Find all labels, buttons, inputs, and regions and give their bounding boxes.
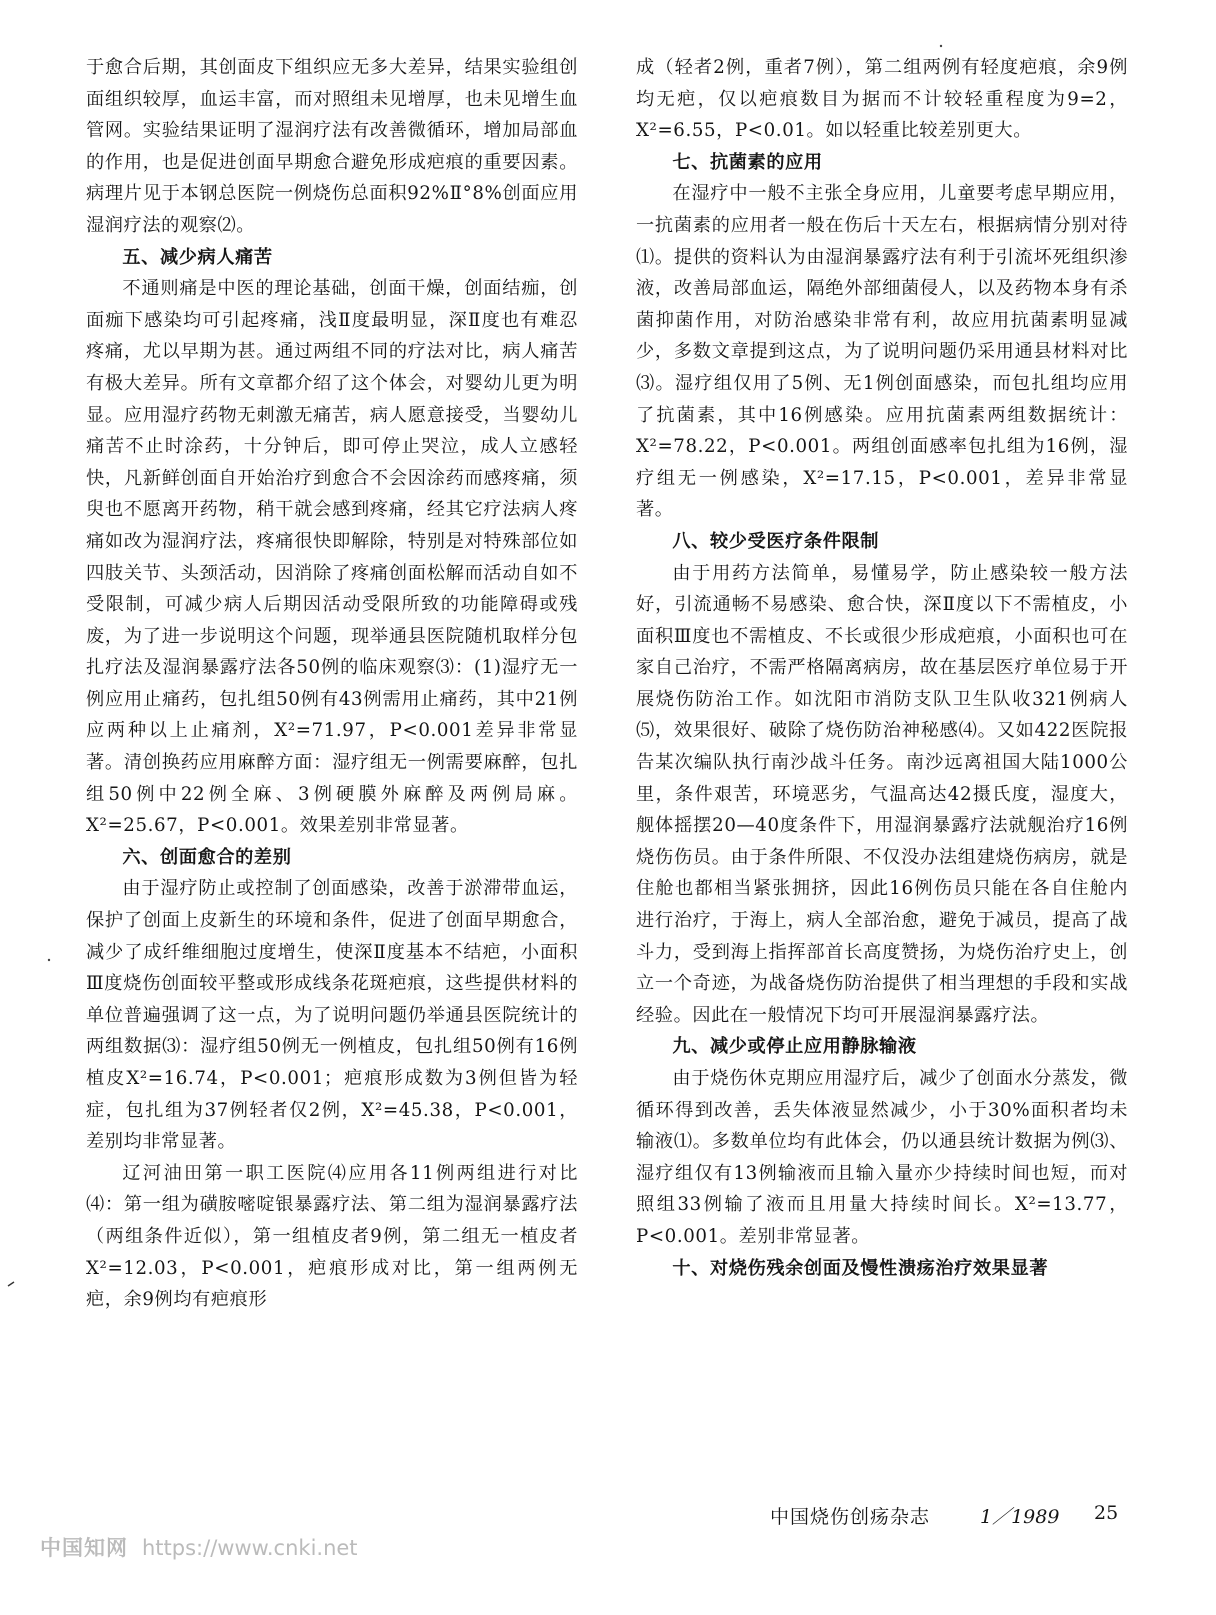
page-footer xyxy=(0,1500,1216,1560)
left-column xyxy=(86,52,578,1316)
section-heading-10: 十、对烧伤残余创面及慢性溃疡治疗效果显著 xyxy=(672,1257,1049,1279)
right-paragraph-4: 由于烧伤休克期应用湿疗后，减少了创面水分蒸发，微循环得到改善，丢失体液显然减少，小于30%面积者均未输液⑴。多数单位均有此体会，仍以通县统计数据为例⑶、湿疗组仅有13例输液而且输入量亦少持续时间也短，而对照组33例输了液而且用量大持续时间长。X²=13.77，P<0.001。差别非常显著。 xyxy=(636,1068,1128,1247)
section-heading-5: 五、减少病人痛苦 xyxy=(122,246,273,268)
cnki-watermark xyxy=(40,1532,358,1562)
left-paragraph-1: 于愈合后期，其创面皮下组织应无多大差异，结果实验组创面组织较厚，血运丰富，而对照组未见增厚，也未见增生血管网。实验结果证明了湿润疗法有改善微循环，增加局部血的作用，也是促进创面早期愈合避免形成疤痕的重要因素。病理片见于本钢总医院一例烧伤总面积92%Ⅱ°8%创面应用湿润疗法的观察⑵。 xyxy=(86,57,578,236)
issue-number: 1／1989 xyxy=(980,1506,1060,1528)
scan-speck xyxy=(48,959,50,961)
scan-speck xyxy=(940,45,942,47)
page-number: 25 xyxy=(1094,1502,1119,1524)
cnki-url: https://www.cnki.net xyxy=(142,1536,358,1560)
left-paragraph-3: 由于湿疗防止或控制了创面感染，改善于淤滞带血运，保护了创面上皮新生的环境和条件，促进了创面早期愈合，减少了成纤维细胞过度增生，使深Ⅱ度基本不结疤，小面积Ⅲ度烧伤创面较平整或形成线条花斑疤痕，这些提供材料的单位普遍强调了这一点，为了说明问题仍举通县医院统计的两组数据⑶：湿疗组50例无一例植皮，包扎组50例有16例植皮X²=16.74，P<0.001；疤痕形成数为3例但皆为轻症，包扎组为37例轻者仅2例，X²=45.38，P<0.001，差别均非常显著。 xyxy=(86,878,578,1153)
scan-speck xyxy=(8,1282,14,1286)
left-paragraph-4: 辽河油田第一职工医院⑷应用各11例两组进行对比⑷：第一组为磺胺嘧啶银暴露疗法、第二组为湿润暴露疗法（两组条件近似），第一组植皮者9例，第二组无一植皮者X²=12.03，P<0.001，疤痕形成对比，第一组两例无疤，余9例均有疤痕形 xyxy=(86,1162,578,1311)
section-heading-8: 八、较少受医疗条件限制 xyxy=(672,530,880,552)
cnki-logo: 中国知网 xyxy=(40,1536,128,1560)
right-paragraph-1: 成（轻者2例，重者7例），第二组两例有轻度疤痕，余9例均无疤，仅以疤痕数目为据而不计较轻重程度为9=2，X²=6.55，P<0.01。如以轻重比较差别更大。 xyxy=(636,57,1128,142)
section-heading-9: 九、减少或停止应用静脉输液 xyxy=(672,1036,917,1058)
right-paragraph-3: 由于用药方法简单，易懂易学，防止感染较一般方法好，引流通畅不易感染、愈合快，深Ⅱ度以下不需植皮，小面积Ⅲ度也不需植皮、不长或很少形成疤痕，小面积也可在家自己治疗，不需严格隔离病房，故在基层医疗单位易于开展烧伤防治工作。如沈阳市消防支队卫生队收321例病人⑸，效果很好、破除了烧伤防治神秘感⑷。又如422医院报告某次编队执行南沙战斗任务。南沙远离祖国大陆1000公里，条件艰苦，环境恶劣，气温高达42摄氏度，湿度大，舰体摇摆20—40度条件下，用湿润暴露疗法就舰治疗16例烧伤伤员。由于条件所限、不仅没办法组建烧伤病房，就是住舱也都相当紧张拥挤，因此16例伤员只能在各自住舱内进行治疗，于海上，病人全部治愈，避免于减员，提高了战斗力，受到海上指挥部首长高度赞扬，为烧伤治疗史上，创立一个奇迹，为战备烧伤防治提供了相当理想的手段和实战经验。因此在一般情况下均可开展湿润暴露疗法。 xyxy=(636,562,1128,1026)
section-heading-7: 七、抗菌素的应用 xyxy=(672,151,823,173)
left-paragraph-2: 不通则痛是中医的理论基础，创面干燥，创面结痂，创面痂下感染均可引起疼痛，浅Ⅱ度最明显，深Ⅱ度也有难忍疼痛，尤以早期为甚。通过两组不同的疗法对比，病人痛苦有极大差异。所有文章都介绍了这个体会，对婴幼儿更为明显。应用湿疗药物无刺激无痛苦，病人愿意接受，当婴幼儿痛苦不止时涂药，十分钟后，即可停止哭泣，成人立感轻快，凡新鲜创面自开始治疗到愈合不会因涂药而感疼痛，须臾也不愿离开药物，稍干就会感到疼痛，经其它疗法病人疼痛如改为湿润疗法，疼痛很快即解除，特别是对特殊部位如四肢关节、头颈活动，因消除了疼痛创面松解而活动自如不受限制，可减少病人后期因活动受限所致的功能障碍或残废，为了进一步说明这个问题，现举通县医院随机取样分包扎疗法及湿润暴露疗法各50例的临床观察⑶：(1)湿疗无一例应用止痛药，包扎组50例有43例需用止痛药，其中21例应两种以上止痛剂，X²=71.97，P<0.001差异非常显著。清创换药应用麻醉方面：湿疗组无一例需要麻醉，包扎组50例中22例全麻、3例硬膜外麻醉及两例局麻。X²=25.67，P<0.001。效果差别非常显著。 xyxy=(86,278,578,837)
journal-name: 中国烧伤创疡杂志 xyxy=(770,1506,931,1528)
right-column xyxy=(636,52,1128,1284)
section-heading-6: 六、创面愈合的差别 xyxy=(122,846,292,868)
right-paragraph-2: 在湿疗中一般不主张全身应用，儿童要考虑早期应用，一抗菌素的应用者一般在伤后十天左右，根据病情分别对待⑴。提供的资料认为由湿润暴露疗法有利于引流坏死组织渗液，改善局部血运，隔绝外部细菌侵人，以及药物本身有杀菌抑菌作用，对防治感染非常有利，故应用抗菌素明显减少，多数文章提到这点，为了说明问题仍采用通县材料对比⑶。湿疗组仅用了5例、无1例创面感染，而包扎组均应用了抗菌素，其中16例感染。应用抗菌素两组数据统计：X²=78.22，P<0.001。两组创面感率包扎组为16例，湿疗组无一例感染，X²=17.15，P<0.001，差异非常显著。 xyxy=(636,183,1128,521)
